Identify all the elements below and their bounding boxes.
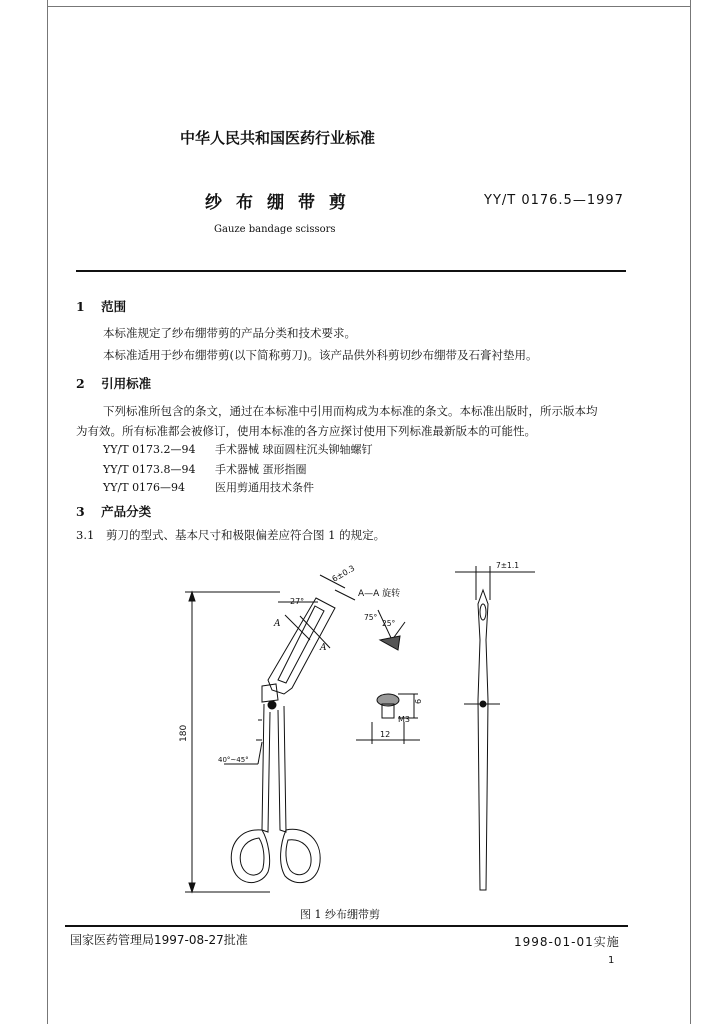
- section-mark-a: A: [320, 643, 327, 653]
- reference-code: YY/T 0176—94: [103, 481, 186, 494]
- dim-total-label: 180: [179, 724, 189, 742]
- section-aa-title: A—A 旋转: [358, 589, 401, 599]
- length-dimension: [179, 592, 280, 892]
- paragraph: 下列标准所包含的条文，通过在本标准中引用而构成为本标准的条文。本标准出版时，所示版本均: [103, 404, 598, 418]
- angle-25-label: 25°: [382, 619, 396, 628]
- section-number: 2: [76, 376, 85, 391]
- reference-title: 医用剪通用技术条件: [215, 481, 314, 494]
- angle-annotations: [218, 564, 356, 764]
- approval-text: 国家医药管理局1997-08-27批准: [70, 933, 248, 947]
- document-number: YY/T 0176.5—1997: [484, 193, 624, 208]
- header-organization: 中华人民共和国医药行业标准: [180, 129, 376, 147]
- clause-number: 3.1: [76, 528, 95, 542]
- footer-rule: [65, 925, 628, 927]
- section-title: 产品分类: [101, 504, 152, 519]
- document-title: 纱布绷带剪: [205, 193, 360, 213]
- paragraph: 为有效。所有标准都会被修订，使用本标准的各方应探讨使用下列标准最新版本的可能性。: [76, 424, 536, 438]
- section-title: 范围: [101, 299, 127, 314]
- section-title: 引用标准: [101, 376, 152, 391]
- dim-12-label: 12: [380, 730, 391, 739]
- reference-code: YY/T 0173.8—94: [103, 463, 196, 476]
- section-number: 1: [76, 299, 85, 314]
- reference-code: YY/T 0173.2—94: [103, 443, 196, 456]
- figure-caption: 图 1 纱布绷带剪: [300, 908, 380, 921]
- section-aa-detail: [358, 587, 405, 650]
- section-mark-a: A: [274, 619, 281, 629]
- dim-thickness-label: 7±1.1: [496, 561, 519, 570]
- angle-75-label: 75°: [364, 613, 378, 622]
- document-title-english: Gauze bandage scissors: [214, 224, 336, 235]
- scissors-front-view: [231, 598, 335, 883]
- implementation-date: 1998-01-01实施: [514, 935, 620, 949]
- clause-text: 剪刀的型式、基本尺寸和极限偏差应符合图 1 的规定。: [105, 528, 386, 542]
- m3-label: M3: [398, 715, 410, 724]
- paragraph: 本标准规定了纱布绷带剪的产品分类和技术要求。: [103, 326, 356, 340]
- dim-tip-label: 6±0.3: [330, 563, 357, 584]
- dim-6-label: 6: [414, 698, 423, 704]
- scissors-side-view: [455, 561, 535, 890]
- screw-detail: [356, 694, 423, 744]
- reference-title: 手术器械 球面圆柱沉头铆轴螺钉: [215, 443, 373, 456]
- page-number: 1: [608, 955, 615, 966]
- paragraph: 本标准适用于纱布绷带剪(以下简称剪刀)。该产品供外科剪切纱布绷带及石膏衬垫用。: [103, 348, 538, 362]
- angle-27-label: 27°: [290, 597, 305, 606]
- blade-angle-label: 40°~45°: [218, 756, 249, 764]
- section-number: 3: [76, 504, 85, 519]
- reference-title: 手术器械 蛋形指圈: [215, 463, 307, 476]
